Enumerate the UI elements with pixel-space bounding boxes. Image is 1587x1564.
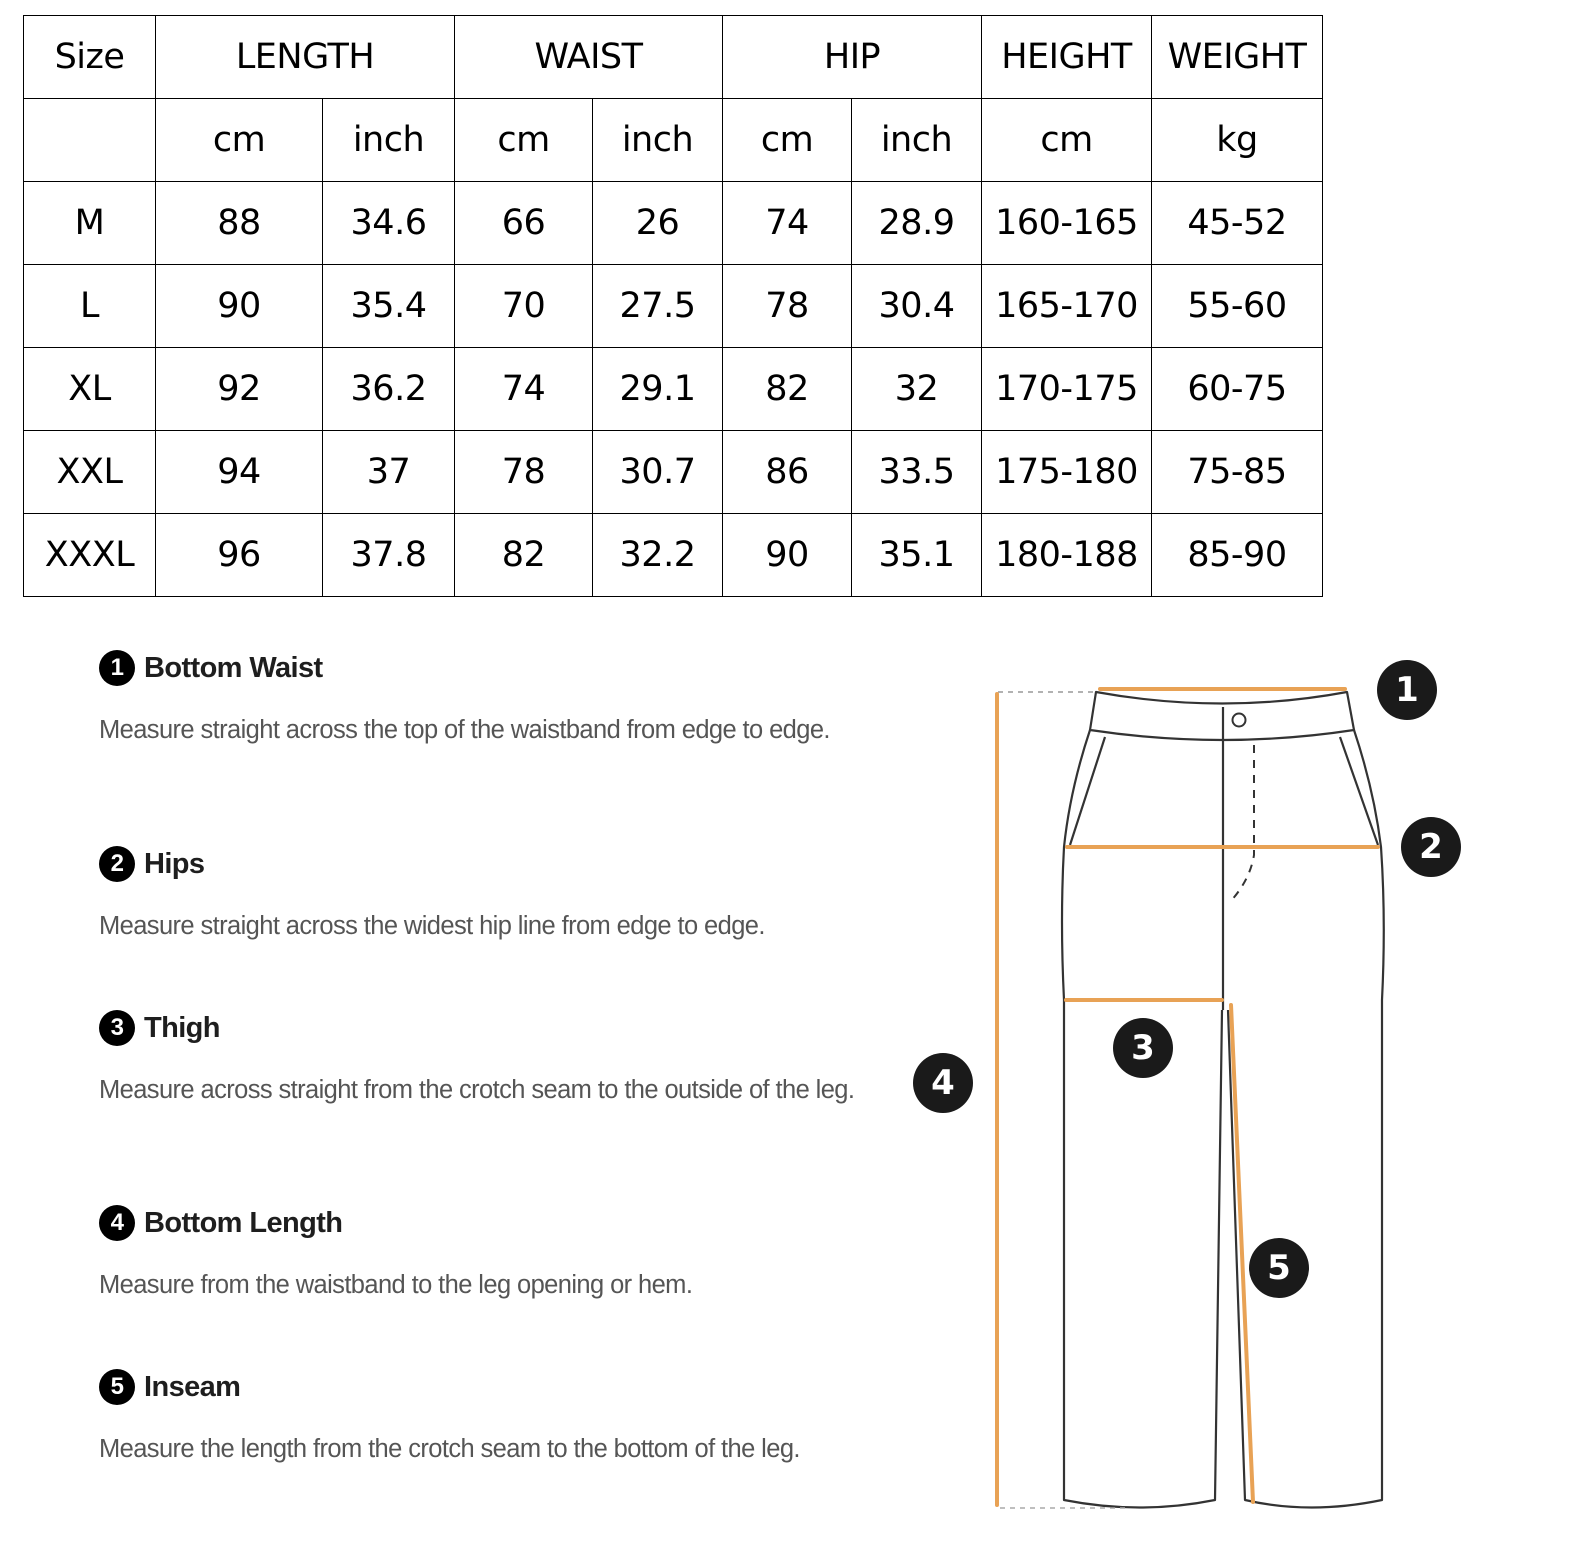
header-height: HEIGHT — [982, 16, 1152, 99]
table-cell: 66 — [455, 182, 593, 265]
table-row — [24, 431, 1323, 514]
table-cell: 35.4 — [323, 265, 455, 348]
table-cell: 75-85 — [1152, 431, 1323, 514]
unit-header: inch — [323, 99, 455, 182]
table-cell: 85-90 — [1152, 514, 1323, 597]
guide-item-inseam — [99, 1369, 879, 1465]
table-cell: 35.1 — [852, 514, 982, 597]
table-cell: 29.1 — [593, 348, 723, 431]
header-hip: HIP — [723, 16, 982, 99]
size-chart-table — [23, 15, 1323, 597]
table-cell: 96 — [156, 514, 323, 597]
table-cell: 74 — [723, 182, 852, 265]
guide-title: Thigh — [144, 1011, 220, 1044]
guide-description: Measure straight across the top of the waistband from edge to edge. — [99, 716, 830, 744]
table-cell: 170-175 — [982, 348, 1152, 431]
table-cell: 60-75 — [1152, 348, 1323, 431]
table-cell: 34.6 — [323, 182, 455, 265]
table-cell: 180-188 — [982, 514, 1152, 597]
guide-title: Hips — [144, 847, 205, 880]
header-weight: WEIGHT — [1152, 16, 1323, 99]
pants-outline-icon — [900, 640, 1500, 1560]
table-cell: 82 — [455, 514, 593, 597]
table-cell: 165-170 — [982, 265, 1152, 348]
guide-item-hips — [99, 846, 879, 942]
table-cell: 36.2 — [323, 348, 455, 431]
number-4-icon: 4 — [99, 1205, 135, 1241]
table-cell: 74 — [455, 348, 593, 431]
callout-4-icon: 4 — [913, 1053, 973, 1113]
table-cell: 78 — [723, 265, 852, 348]
table-cell: 82 — [723, 348, 852, 431]
table-cell: 175-180 — [982, 431, 1152, 514]
table-cell: 30.4 — [852, 265, 982, 348]
unit-header: cm — [982, 99, 1152, 182]
unit-header-row — [24, 99, 1323, 182]
unit-header: inch — [852, 99, 982, 182]
callout-2-icon: 2 — [1401, 817, 1461, 877]
table-row — [24, 348, 1323, 431]
table-cell: 27.5 — [593, 265, 723, 348]
size-cell: L — [24, 265, 156, 348]
number-5-icon: 5 — [99, 1369, 135, 1405]
table-row — [24, 265, 1323, 348]
unit-header: cm — [156, 99, 323, 182]
table-cell: 90 — [723, 514, 852, 597]
table-cell: 33.5 — [852, 431, 982, 514]
size-cell: XXL — [24, 431, 156, 514]
table-cell: 70 — [455, 265, 593, 348]
number-2-icon: 2 — [99, 846, 135, 882]
table-cell: 94 — [156, 431, 323, 514]
number-1-icon: 1 — [99, 650, 135, 686]
table-cell: 37.8 — [323, 514, 455, 597]
header-length: LENGTH — [156, 16, 455, 99]
table-cell: 32 — [852, 348, 982, 431]
table-cell: 55-60 — [1152, 265, 1323, 348]
table-cell: 88 — [156, 182, 323, 265]
guide-description: Measure across straight from the crotch seam to the outside of the leg. — [99, 1076, 855, 1104]
size-cell: XXXL — [24, 514, 156, 597]
table-row — [24, 182, 1323, 265]
guide-description: Measure the length from the crotch seam to the bottom of the leg. — [99, 1435, 800, 1463]
guide-item-thigh — [99, 1010, 879, 1106]
callout-1-icon: 1 — [1377, 660, 1437, 720]
guide-description: Measure straight across the widest hip line from edge to edge. — [99, 912, 765, 940]
button-icon — [1233, 714, 1246, 727]
pants-measurement-diagram — [900, 640, 1500, 1560]
table-cell: 160-165 — [982, 182, 1152, 265]
header-waist: WAIST — [455, 16, 723, 99]
size-cell: XL — [24, 348, 156, 431]
unit-header: inch — [593, 99, 723, 182]
unit-header: kg — [1152, 99, 1323, 182]
unit-header: cm — [455, 99, 593, 182]
guide-item-bottom-length — [99, 1205, 879, 1301]
table-cell: 90 — [156, 265, 323, 348]
guide-title: Bottom Length — [144, 1206, 343, 1239]
table-cell: 30.7 — [593, 431, 723, 514]
guide-description: Measure from the waistband to the leg opening or hem. — [99, 1271, 693, 1299]
guide-title: Inseam — [144, 1370, 241, 1403]
table-cell: 86 — [723, 431, 852, 514]
table-cell: 92 — [156, 348, 323, 431]
table-row — [24, 514, 1323, 597]
callout-5-icon: 5 — [1249, 1238, 1309, 1298]
table-cell: 45-52 — [1152, 182, 1323, 265]
table-cell: 28.9 — [852, 182, 982, 265]
unit-header — [24, 99, 156, 182]
table-cell: 26 — [593, 182, 723, 265]
table-cell: 78 — [455, 431, 593, 514]
number-3-icon: 3 — [99, 1010, 135, 1046]
callout-3-icon: 3 — [1113, 1018, 1173, 1078]
guide-item-bottom-waist — [99, 650, 879, 746]
guide-title: Bottom Waist — [144, 651, 323, 684]
unit-header: cm — [723, 99, 852, 182]
header-size: Size — [24, 16, 156, 99]
table-cell: 32.2 — [593, 514, 723, 597]
group-header-row — [24, 16, 1323, 99]
size-cell: M — [24, 182, 156, 265]
table-cell: 37 — [323, 431, 455, 514]
